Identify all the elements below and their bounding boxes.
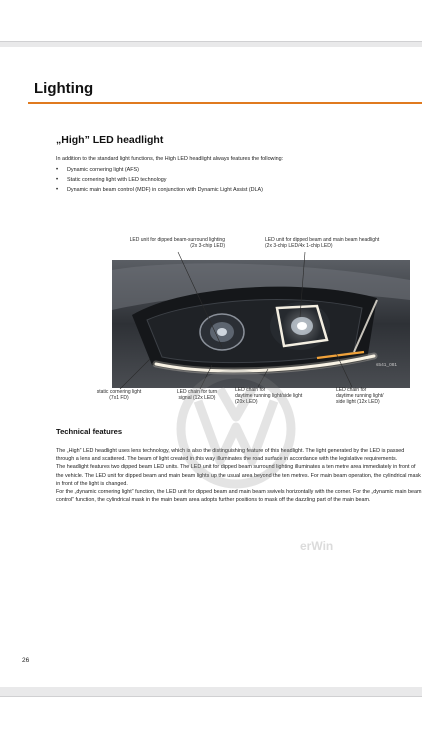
paragraph: The headlight features two dipped beam LED units. The LED unit for dipped beam surround lighting illuminates a ten metre area immediately in front of the vehicle. The LED unit for dipped beam and main beam lights up the usual area beyond the ten metres. For main beam operation, the cylindrical mask in front of the light is changed. (56, 464, 421, 487)
manual-page[interactable] (0, 47, 422, 687)
section-divider (28, 102, 422, 104)
headlight-title: „High” LED headlight (56, 134, 164, 146)
previous-page-edge (0, 0, 422, 42)
watermark-text: erWin (300, 539, 334, 553)
list-item: • Dynamic main beam control (MDF) in conjunction with Dynamic Light Assist (DLA) (56, 185, 406, 195)
list-item: • Dynamic cornering light (AFS) (56, 165, 406, 175)
next-page-edge (0, 696, 422, 750)
page-number: 26 (22, 657, 30, 664)
list-item: • Static cornering light with LED technology (56, 175, 406, 185)
headlight-photo (112, 260, 410, 388)
figure-code: s541_081 (376, 363, 398, 368)
paragraph: For the „dynamic cornering light” function, the LED unit for dipped beam and main beam swivels horizontally with the corner. For the „dynamic main beam control” function, the cylindrical mask in the main beam area adopts further positions to mask off the dazzling part of the main beam. (56, 489, 422, 504)
feature-list (56, 165, 406, 195)
headlight-intro: In addition to the standard light functions, the High LED headlight always features the following: (56, 156, 284, 162)
callout-drl-12: LED chain for daytime running light/ side light (12x LED) (336, 387, 384, 406)
paragraph: The „High” LED headlight uses lens technology, which is also the distinguishing feature of this headlight. The light generated by the LED is passed through a lens and scattered. The beam of light created in this way illuminates the road surface in accordance with the legislative requirements. (56, 448, 405, 463)
callout-dipped-main: LED unit for dipped beam and main beam headlight (2x 3-chip LED/4x 1-chip LED) (265, 237, 380, 250)
technical-features-title: Technical features (56, 427, 123, 436)
callout-turn-signal: LED chain for turn signal (12x LED) (176, 389, 218, 402)
technical-features-body (56, 447, 422, 504)
callout-static-cornering: static cornering light (7x1 FD) (96, 389, 142, 402)
callout-drl-20: LED chain for daytime running light/side light (20x LED) (235, 387, 303, 406)
headlight-illustration (112, 260, 410, 388)
callout-dipped-surround: LED unit for dipped beam-surround lighting (2x 3-chip LED) (129, 237, 225, 250)
section-title: Lighting (34, 80, 94, 97)
